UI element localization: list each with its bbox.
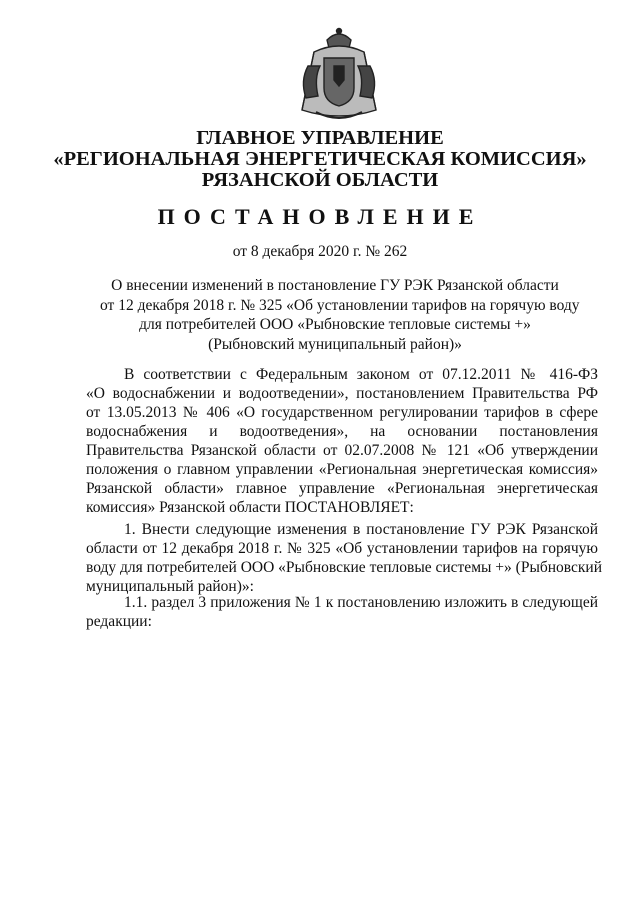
text-line: воду для потребителей ООО «Рыбновские тепловые системы +» (Рыбновский bbox=[86, 559, 603, 576]
text-line: редакции: bbox=[86, 613, 152, 630]
subject-line: (Рыбновский муниципальный район)» bbox=[208, 335, 462, 353]
text-line: 1. Внести следующие изменения в постановление ГУ РЭК Рязанской bbox=[124, 521, 598, 538]
subject-line: от 12 декабря 2018 г. № 325 «Об установлении тарифов на горячую воду bbox=[100, 296, 580, 314]
subject-line: для потребителей ООО «Рыбновские тепловые системы +» bbox=[139, 316, 531, 333]
org-line-3: РЯЗАНСКОЙ ОБЛАСТИ bbox=[201, 169, 439, 191]
text-line: В соответствии с Федеральным законом от 07.12.2011 № 416-ФЗ bbox=[124, 366, 598, 383]
subject-line: О внесении изменений в постановление ГУ РЭК Рязанской области bbox=[111, 277, 559, 294]
text-line: муниципальный район)»: bbox=[86, 578, 254, 595]
document-date-number: от 8 декабря 2020 г. № 262 bbox=[232, 243, 408, 260]
text-line: от 13.05.2013 № 406 «О государственном регулировании тарифов в сфере bbox=[86, 404, 598, 421]
org-line-2: «РЕГИОНАЛЬНАЯ ЭНЕРГЕТИЧЕСКАЯ КОМИССИЯ» bbox=[53, 148, 587, 170]
text-line: водоснабжения и водоотведения», на основании постановления bbox=[86, 423, 598, 440]
text-line: 1.1. раздел 3 приложения № 1 к постановлению изложить в следующей bbox=[124, 594, 598, 611]
text-line: Правительства Рязанской области от 02.07.2008 № 121 «Об утверждении bbox=[86, 442, 598, 459]
document-subject bbox=[100, 276, 580, 354]
document-type-title: ПОСТАНОВЛЕНИЕ bbox=[157, 204, 483, 229]
text-line: Рязанской области» главное управление «Региональная энергетическая bbox=[86, 480, 598, 497]
org-line-1: ГЛАВНОЕ УПРАВЛЕНИЕ bbox=[196, 127, 444, 149]
clause-1-1-paragraph bbox=[86, 593, 598, 631]
text-line: области от 12 декабря 2018 г. № 325 «Об установлении тарифов на горячую bbox=[86, 540, 598, 557]
coat-of-arms-emblem bbox=[294, 26, 384, 126]
text-line: «О водоснабжении и водоотведении», постановлением Правительства РФ bbox=[86, 385, 598, 402]
clause-1-paragraph bbox=[86, 520, 603, 596]
text-line: комиссия» Рязанской области ПОСТАНОВЛЯЕТ: bbox=[86, 499, 414, 516]
preamble-paragraph bbox=[86, 365, 598, 517]
text-line: положения о главном управлении «Региональная энергетическая комиссия» bbox=[86, 461, 598, 478]
